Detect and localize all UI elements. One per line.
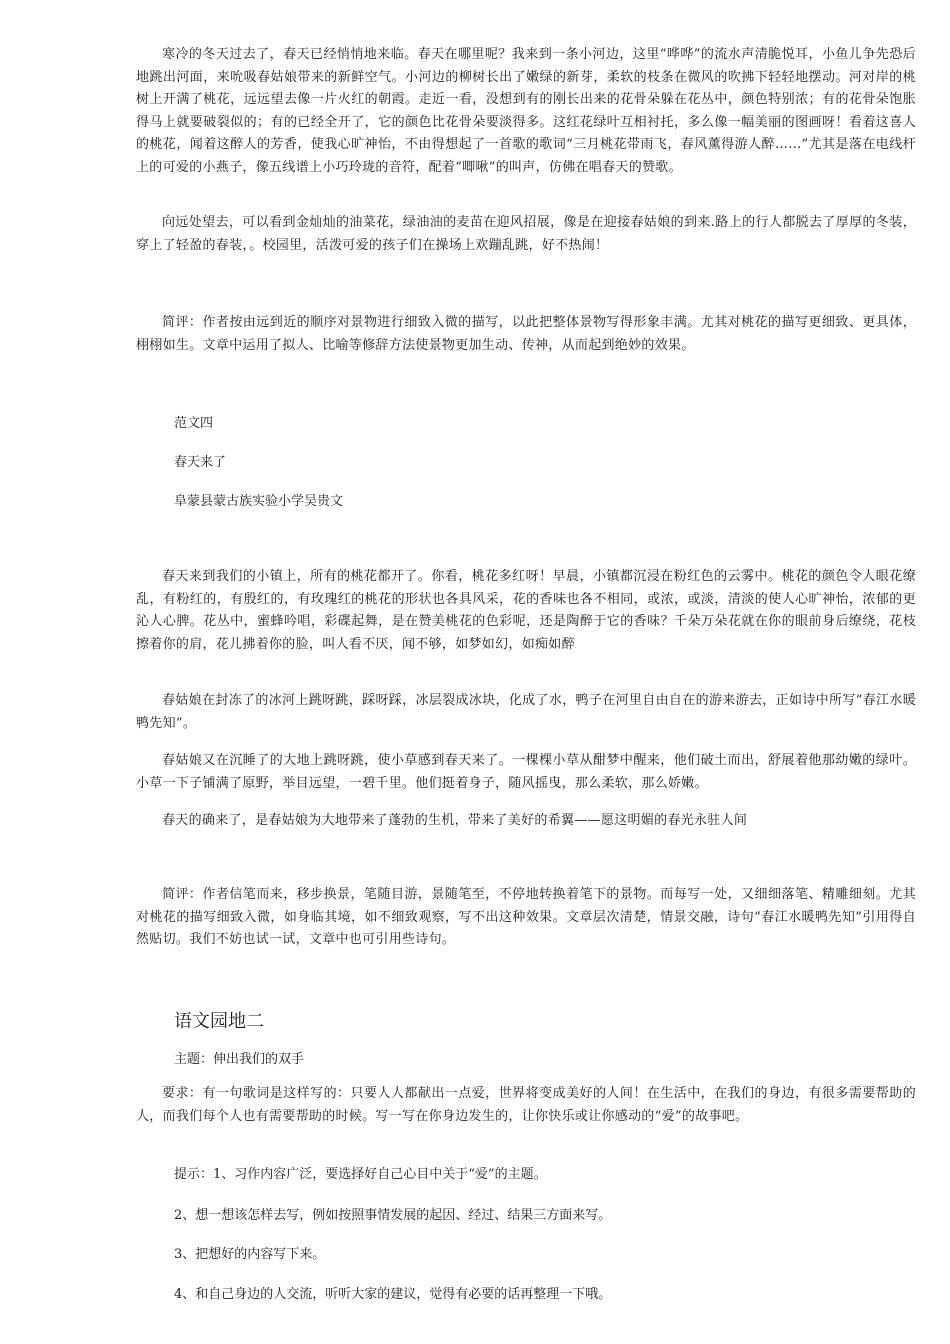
section-heading: 语文园地二 (174, 1011, 264, 1032)
tip-2: 2、想一想该怎样去写，例如按照事情发展的起因、经过、结果三方面来写。 (174, 1208, 612, 1223)
section-requirement: 要求：有一句歌词是这样写的：只要人人都献出一点爱，世界将变成美好的人间！在生活中，在我们的身边，有很多需要帮助的人，而我们每个人也有需要帮助的时候。写一写在你身边发生的，让你快乐或让你感动的“爱”的故事吧。 (136, 1086, 916, 1124)
tip-1: 提示：1、习作内容广泛，要选择好自己心目中关于“爱”的主题。 (174, 1167, 547, 1182)
tip-4: 4、和自己身边的人交流，听听大家的建议，觉得有必要的话再整理一下哦。 (174, 1287, 612, 1302)
article-four-paragraph-1: 春天来到我们的小镇上，所有的桃花都开了。你看，桃花多红呀！早晨，小镇都沉浸在粉红色的云雾中。桃花的颜色令人眼花缭乱，有粉红的，有殷红的，有玫瑰红的桃花的形状也各具风采，花的香味也各不相同，或浓，或淡，清淡的使人心旷神怡，浓郁的更沁人心脾。花丛中，蜜蜂吟唱，彩碟起舞，是在赞美桃花的色彩呢，还是陶醉于它的香味？千朵万朵花就在你的眼前身后缭绕，花枝擦着你的肩，花儿拂着你的脸，叫人看不厌，闻不够，如梦如幻，如痴如醉 (136, 569, 916, 652)
tip-3: 3、把想好的内容写下来。 (174, 1247, 326, 1262)
article-four-label: 范文四 (174, 416, 214, 431)
article-three-comment: 简评：作者按由远到近的顺序对景物进行细致入微的描写，以此把整体景物写得形象丰满。尤其对桃花的描写更细致、更具体，栩栩如生。文章中运用了拟人、比喻等修辞方法使景物更加生动、传神，从而起到绝妙的效果。 (136, 315, 916, 353)
article-three-paragraph-1: 寒冷的冬天过去了，春天已经悄悄地来临。春天在哪里呢？我来到一条小河边，这里“哗哗”的流水声清脆悦耳，小鱼儿争先恐后地跳出河面，来吮吸春姑娘带来的新鲜空气。小河边的柳树长出了嫩绿的新芽，柔软的枝条在微风的吹拂下轻轻地摆动。河对岸的桃树上开满了桃花，远远望去像一片火红的朝霞。走近一看，没想到有的刚长出来的花骨朵躲在花丛中，颜色特别浓；有的花骨朵饱胀得马上就要破裂似的；有的已经全开了，它的颜色比花骨朵要淡得多。这红花绿叶互相衬托，多么像一幅美丽的图画呀！看着这喜人的桃花，闻着这醉人的芳香，使我心旷神怡，不由得想起了一首歌的歌词“三月桃花带雨飞，春风薰得游人醉……”尤其是落在电线杆上的可爱的小燕子，像五线谱上小巧玲珑的音符，配着“唧啾”的叫声，仿佛在唱春天的赞歌。 (136, 47, 916, 175)
article-four-comment: 简评：作者信笔而来，移步换景，笔随目游，景随笔至，不停地转换着笔下的景物。而每写一处，又细细落笔、精雕细刻。尤其对桃花的描写细致入微，如身临其境，如不细致观察，写不出这种效果。文章层次清楚，情景交融，诗句“春江水暖鸭先知”引用得自然贴切。我们不妨也试一试，文章中也可引用些诗句。 (136, 887, 916, 947)
article-four-paragraph-4: 春天的确来了，是春姑娘为大地带来了蓬勃的生机，带来了美好的希翼——愿这明媚的春光永驻人间 (162, 813, 748, 828)
article-three-paragraph-2: 向远处望去，可以看到金灿灿的油菜花，绿油油的麦苗在迎风招展，像是在迎接春姑娘的到来.路上的行人都脱去了厚厚的冬装，穿上了轻盈的春装，。校园里，活泼可爱的孩子们在操场上欢蹦乱跳，好不热闹！ (136, 215, 916, 253)
article-four-author: 阜蒙县蒙古族实验小学吴贵文 (174, 494, 344, 509)
section-theme: 主题：伸出我们的双手 (174, 1052, 305, 1067)
article-four-paragraph-3: 春姑娘又在沉睡了的大地上跳呀跳，使小草感到春天来了。一棵棵小草从酣梦中醒来，他们破土而出，舒展着他那幼嫩的绿叶。小草一下子铺满了原野，举目远望，一碧千里。他们挺着身子，随风摇曳，那么柔软，那么娇嫩。 (136, 753, 916, 791)
article-four-paragraph-2: 春姑娘在封冻了的冰河上跳呀跳，踩呀踩，冰层裂成冰块，化成了水，鸭子在河里自由自在的游来游去，正如诗中所写“春江水暖鸭先知”。 (136, 693, 916, 731)
article-four-title: 春天来了 (174, 455, 227, 470)
